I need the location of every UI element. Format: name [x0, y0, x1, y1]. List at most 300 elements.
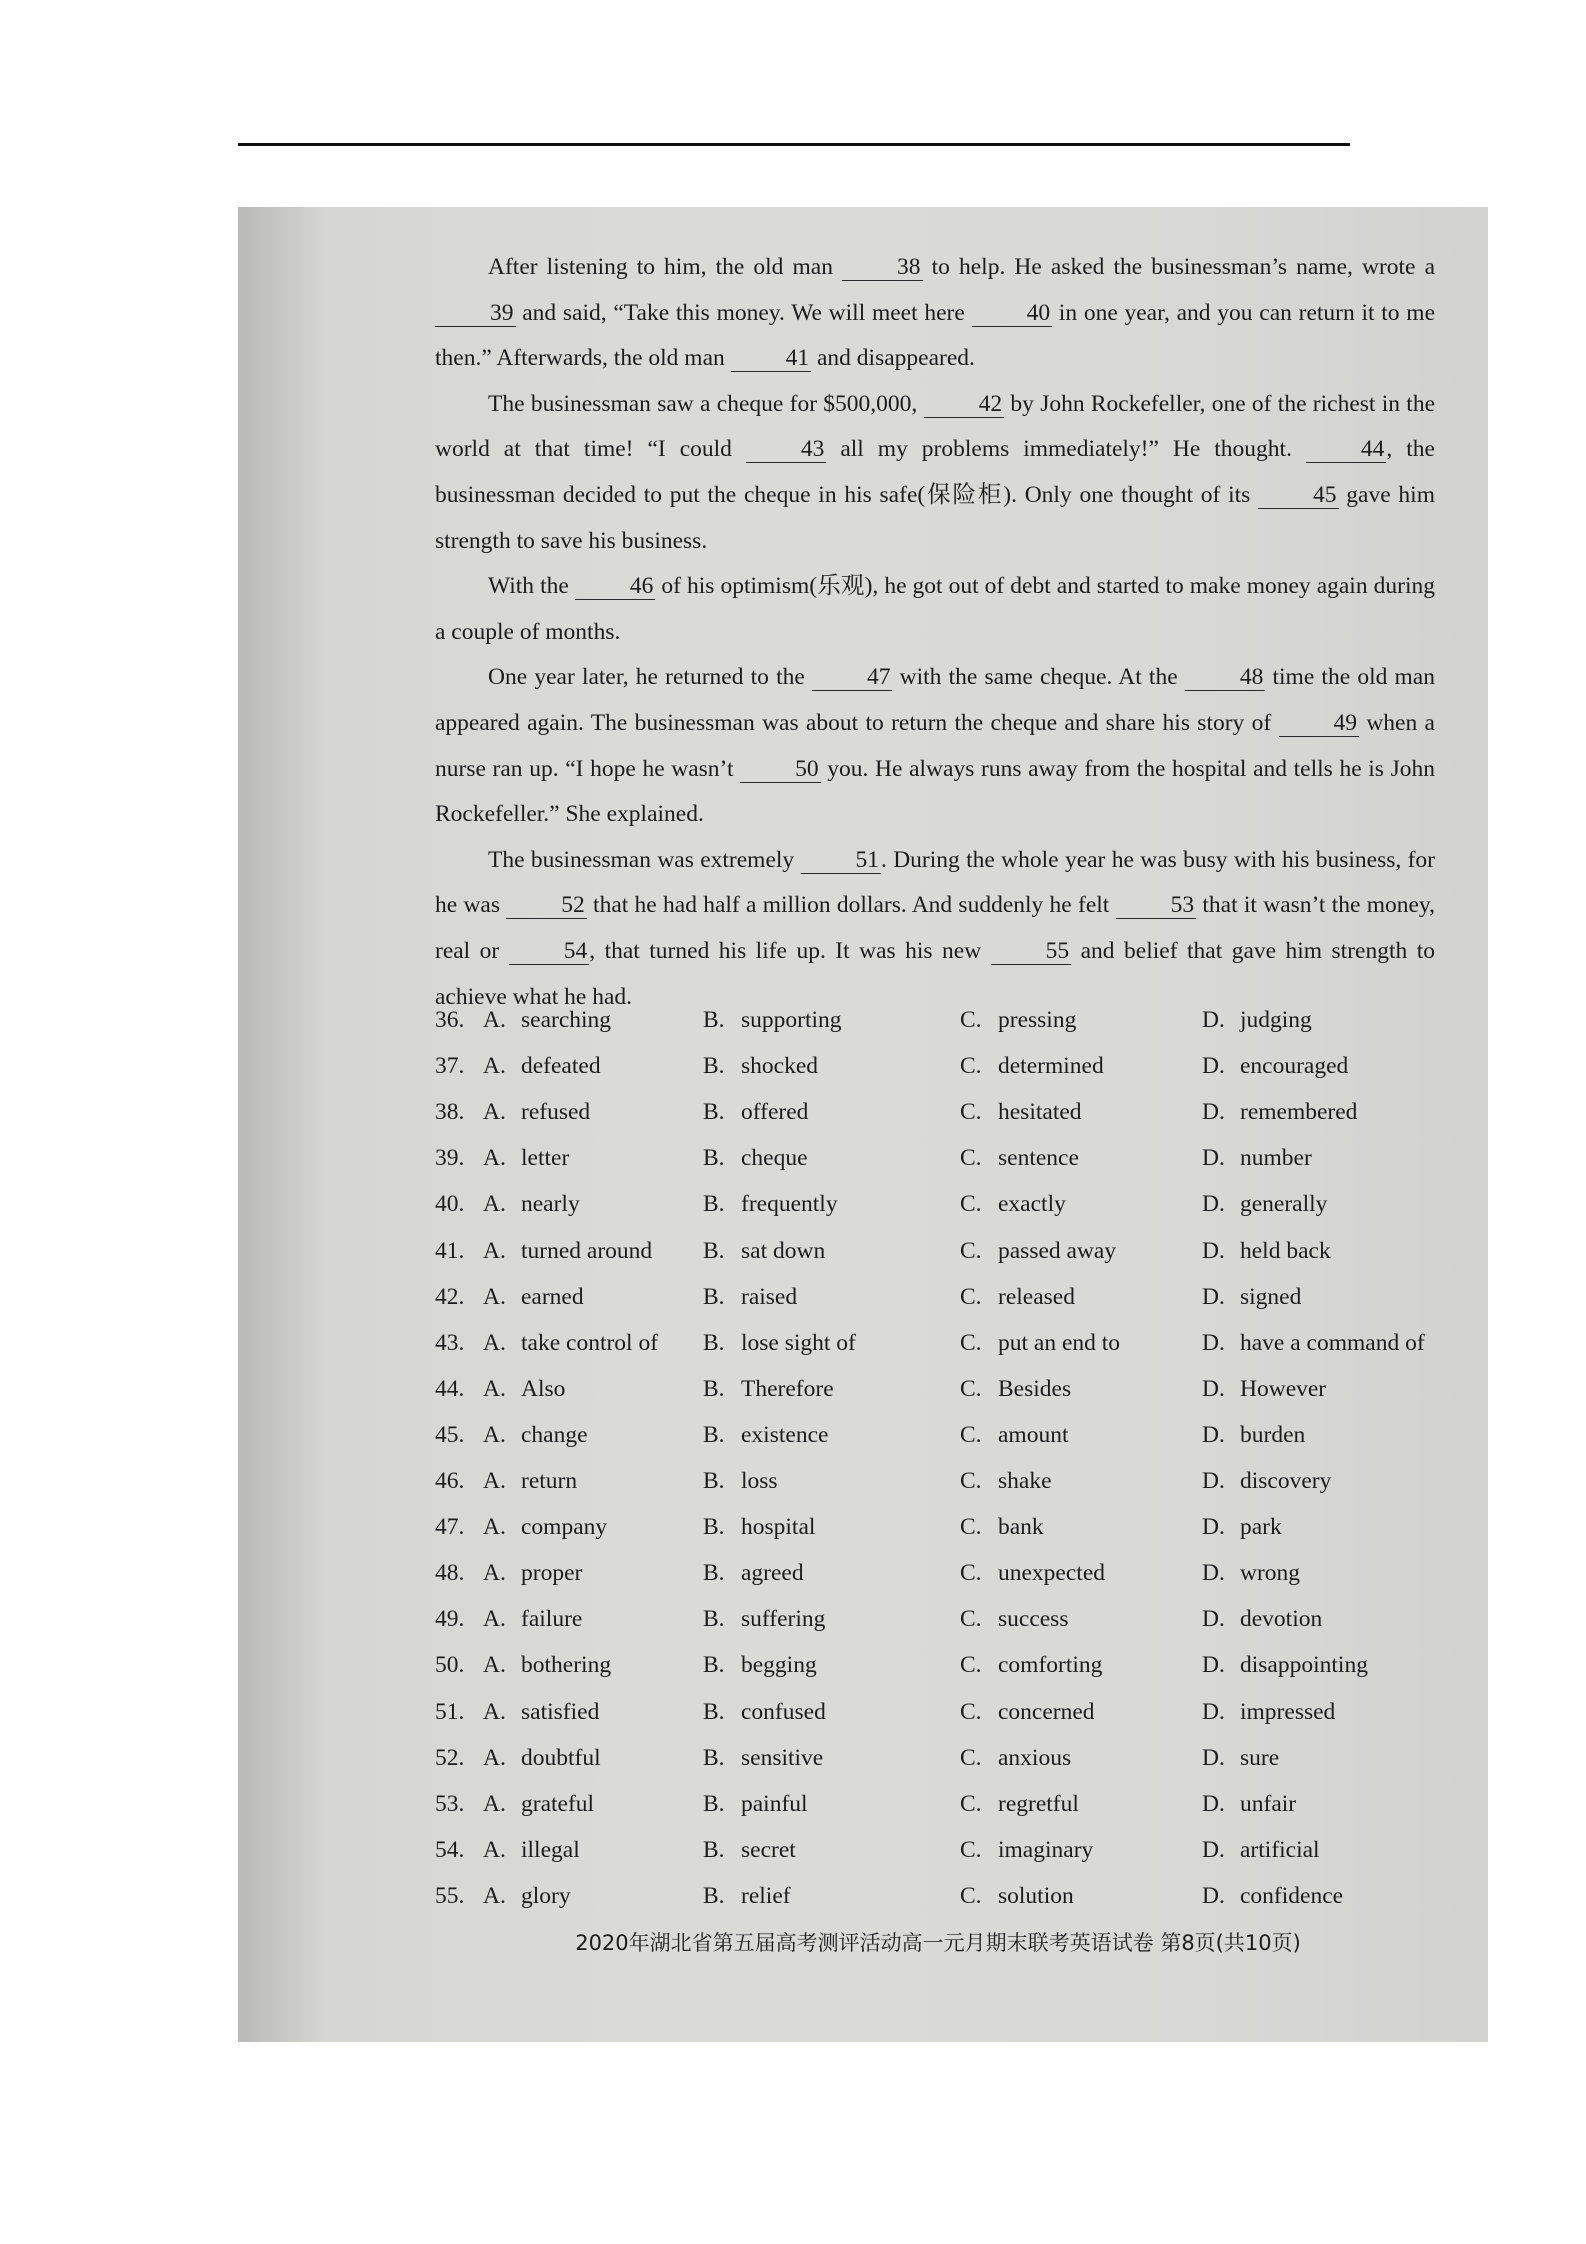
option-text: solution	[998, 1882, 1074, 1909]
option-c	[960, 1596, 1068, 1642]
option-c	[960, 1320, 1120, 1366]
option-d	[1202, 1274, 1301, 1320]
option-text: sure	[1240, 1744, 1280, 1771]
question-row	[435, 1135, 1445, 1181]
option-text: confused	[741, 1698, 826, 1725]
option-c	[960, 1504, 1044, 1550]
option-letter: A.	[483, 1375, 506, 1402]
option-letter: D.	[1202, 1145, 1225, 1172]
option-d	[1202, 1873, 1343, 1919]
answer-blank: 39	[435, 300, 516, 327]
option-text: suffering	[741, 1606, 826, 1633]
answer-blank: 41	[731, 345, 812, 372]
option-text: regretful	[998, 1790, 1079, 1817]
option-text: raised	[741, 1283, 798, 1310]
option-a	[483, 1043, 601, 1089]
option-b	[703, 1873, 791, 1919]
option-letter: A.	[483, 1698, 506, 1725]
option-b	[703, 997, 842, 1043]
option-c	[960, 1135, 1079, 1181]
option-text: impressed	[1240, 1698, 1336, 1725]
question-row	[435, 1458, 1445, 1504]
option-text: success	[998, 1606, 1069, 1633]
option-letter: C.	[960, 1191, 982, 1218]
option-text: number	[1240, 1145, 1312, 1172]
option-b	[703, 1135, 808, 1181]
option-letter: D.	[1202, 1329, 1225, 1356]
question-row	[435, 1412, 1445, 1458]
option-c	[960, 997, 1076, 1043]
option-letter: B.	[703, 1007, 725, 1033]
option-letter: B.	[703, 1375, 725, 1402]
question-row	[435, 1228, 1445, 1274]
question-number: 49.	[435, 1606, 465, 1633]
option-b	[703, 1412, 828, 1458]
option-letter: D.	[1202, 1237, 1225, 1264]
option-text: change	[521, 1421, 588, 1448]
option-text: shocked	[741, 1053, 819, 1080]
page-footer: 2020年湖北省第五届高考测评活动高一元月期末联考英语试卷 第8页(共10页)	[575, 1931, 1301, 1955]
option-text: begging	[741, 1652, 817, 1679]
option-text: disappointing	[1240, 1652, 1368, 1679]
passage-text: The businessman was extremely	[488, 846, 801, 873]
passage-text: and belief that gave him strength to achieve what he had.	[435, 937, 1435, 1010]
option-letter: D.	[1202, 1099, 1225, 1126]
option-c	[960, 1274, 1075, 1320]
option-letter: A.	[483, 1145, 506, 1172]
question-row	[435, 1642, 1445, 1688]
passage-paragraph	[435, 655, 1435, 837]
option-a	[483, 1781, 594, 1827]
option-text: Also	[521, 1375, 566, 1402]
option-text: put an end to	[998, 1329, 1121, 1356]
question-number: 45.	[435, 1421, 465, 1448]
option-c	[960, 1781, 1079, 1827]
option-letter: A.	[483, 1191, 506, 1218]
option-text: loss	[741, 1468, 778, 1494]
option-letter: D.	[1202, 1882, 1225, 1909]
option-text: park	[1240, 1514, 1282, 1541]
option-a	[483, 1642, 611, 1688]
option-text: exactly	[998, 1191, 1066, 1218]
option-b	[703, 1228, 825, 1274]
passage-text: , the businessman decided to put the cheque in his safe(保险柜). Only one thought of its	[435, 436, 1435, 508]
option-b	[703, 1735, 823, 1781]
passage-text: and disappeared.	[811, 345, 975, 372]
option-letter: C.	[960, 1652, 982, 1679]
option-letter: A.	[483, 1744, 506, 1771]
option-d	[1202, 1504, 1282, 1550]
option-a	[483, 1735, 601, 1781]
option-d	[1202, 997, 1312, 1043]
option-c	[960, 1689, 1095, 1735]
question-number: 38.	[435, 1099, 465, 1126]
option-letter: B.	[703, 1283, 725, 1310]
option-c	[960, 1228, 1116, 1274]
option-text: frequently	[741, 1191, 838, 1218]
option-text: wrong	[1240, 1560, 1301, 1587]
option-letter: C.	[960, 1421, 982, 1448]
option-text: letter	[521, 1145, 570, 1172]
option-letter: D.	[1202, 1283, 1225, 1310]
option-d	[1202, 1366, 1326, 1412]
option-c	[960, 1089, 1082, 1135]
option-text: burden	[1240, 1421, 1306, 1448]
question-row	[435, 1735, 1445, 1781]
option-letter: A.	[483, 1468, 506, 1494]
answer-blank: 40	[972, 300, 1053, 327]
passage-paragraph	[435, 382, 1435, 564]
option-text: concerned	[998, 1698, 1095, 1725]
passage-paragraph	[435, 564, 1435, 655]
passage-text: and said, “Take this money. We will meet here	[515, 299, 972, 326]
answer-blank: 50	[740, 756, 821, 783]
passage-text: you. He always runs away from the hospital and tells he is John Rockefeller.” She explained.	[435, 755, 1435, 828]
question-number: 54.	[435, 1836, 465, 1863]
option-text: return	[521, 1468, 578, 1494]
question-row	[435, 1504, 1445, 1550]
option-b	[703, 1274, 797, 1320]
option-a	[483, 1550, 582, 1596]
option-b	[703, 1504, 815, 1550]
question-row	[435, 1366, 1445, 1412]
option-d	[1202, 1412, 1305, 1458]
option-text: anxious	[998, 1744, 1072, 1771]
option-letter: B.	[703, 1560, 725, 1587]
option-letter: A.	[483, 1099, 506, 1126]
option-letter: B.	[703, 1099, 725, 1126]
option-letter: D.	[1202, 1698, 1225, 1725]
header-rule	[238, 143, 1350, 146]
option-text: shake	[998, 1468, 1052, 1494]
exam-page-photo	[238, 207, 1488, 2042]
answer-blank: 49	[1279, 710, 1360, 737]
answer-blank: 55	[991, 938, 1072, 965]
option-text: unexpected	[998, 1560, 1106, 1587]
answer-blank: 51	[801, 847, 882, 874]
option-text: glory	[521, 1882, 571, 1909]
option-d	[1202, 1781, 1296, 1827]
option-letter: B.	[703, 1790, 725, 1817]
question-row	[435, 1873, 1445, 1919]
option-letter: D.	[1202, 1007, 1225, 1033]
option-letter: A.	[483, 1606, 506, 1633]
passage-text: gave him strength to save his business.	[435, 481, 1435, 554]
question-number: 48.	[435, 1560, 465, 1587]
option-text: grateful	[521, 1790, 595, 1817]
option-a	[483, 1274, 584, 1320]
option-text: relief	[741, 1882, 791, 1909]
option-letter: A.	[483, 1237, 506, 1264]
option-c	[960, 1827, 1093, 1873]
option-text: passed away	[998, 1237, 1117, 1264]
option-text: determined	[998, 1053, 1104, 1080]
option-text: have a command of	[1240, 1329, 1425, 1356]
option-b	[703, 1320, 856, 1366]
option-letter: B.	[703, 1744, 725, 1771]
option-letter: C.	[960, 1514, 982, 1541]
question-number: 52.	[435, 1744, 465, 1771]
question-number: 39.	[435, 1145, 465, 1172]
option-a	[483, 1320, 658, 1366]
option-a	[483, 1458, 577, 1504]
option-letter: C.	[960, 1882, 982, 1909]
option-letter: C.	[960, 1099, 982, 1126]
question-number: 47.	[435, 1514, 465, 1541]
option-letter: C.	[960, 1606, 982, 1633]
option-text: existence	[741, 1421, 829, 1448]
option-text: hesitated	[998, 1099, 1082, 1126]
question-number: 53.	[435, 1790, 465, 1817]
option-a	[483, 1873, 571, 1919]
option-a	[483, 1135, 569, 1181]
passage-text: to help. He asked the businessman’s name, wrote a	[922, 254, 1435, 280]
option-c	[960, 1043, 1104, 1089]
option-text: offered	[741, 1099, 809, 1126]
option-letter: A.	[483, 1560, 506, 1587]
option-b	[703, 1781, 808, 1827]
passage-text: With the	[488, 573, 575, 600]
option-letter: A.	[483, 1283, 506, 1310]
option-letter: D.	[1202, 1652, 1225, 1679]
option-letter: C.	[960, 1053, 982, 1080]
option-d	[1202, 1320, 1425, 1366]
question-number: 50.	[435, 1652, 465, 1679]
option-letter: D.	[1202, 1421, 1225, 1448]
option-letter: B.	[703, 1421, 725, 1448]
option-text: remembered	[1240, 1099, 1358, 1126]
option-a	[483, 1181, 580, 1227]
option-text: refused	[521, 1099, 591, 1126]
answer-blank: 43	[746, 436, 827, 463]
passage-text: when a nurse ran up. “I hope he wasn’t	[435, 709, 1435, 782]
option-text: failure	[521, 1606, 583, 1633]
option-text: cheque	[741, 1145, 808, 1172]
option-text: sat down	[741, 1237, 826, 1264]
option-d	[1202, 1550, 1300, 1596]
option-letter: A.	[483, 1329, 506, 1356]
option-c	[960, 1458, 1052, 1504]
option-letter: D.	[1202, 1375, 1225, 1402]
passage-text: One year later, he returned to the	[488, 664, 812, 691]
option-letter: B.	[703, 1191, 725, 1218]
passage-text: of his optimism(乐观), he got out of debt and started to make money again during a couple of months.	[435, 573, 1435, 645]
option-text: take control of	[521, 1329, 659, 1356]
option-letter: A.	[483, 1882, 506, 1909]
question-number: 40.	[435, 1191, 465, 1218]
option-text: Therefore	[741, 1375, 834, 1402]
option-letter: C.	[960, 1836, 982, 1863]
question-row	[435, 1320, 1445, 1366]
option-text: supporting	[741, 1007, 842, 1033]
answer-blank: 45	[1258, 482, 1339, 509]
option-c	[960, 1550, 1105, 1596]
option-b	[703, 1827, 796, 1873]
option-text: company	[521, 1514, 608, 1541]
option-letter: D.	[1202, 1790, 1225, 1817]
option-text: comforting	[998, 1652, 1103, 1679]
option-b	[703, 1642, 817, 1688]
option-text: discovery	[1240, 1468, 1332, 1494]
answer-blank: 38	[842, 254, 923, 281]
question-row	[435, 1089, 1445, 1135]
cloze-passage	[435, 245, 1435, 1020]
option-a	[483, 1689, 599, 1735]
option-letter: D.	[1202, 1560, 1225, 1587]
option-text: proper	[521, 1560, 583, 1587]
option-a	[483, 1366, 565, 1412]
answer-blank: 46	[575, 573, 656, 600]
option-text: devotion	[1240, 1606, 1323, 1633]
option-letter: A.	[483, 1007, 506, 1033]
question-number: 36.	[435, 1007, 465, 1033]
option-letter: B.	[703, 1468, 725, 1494]
option-a	[483, 1089, 590, 1135]
option-c	[960, 1412, 1069, 1458]
option-letter: D.	[1202, 1468, 1225, 1494]
option-letter: C.	[960, 1237, 982, 1264]
option-a	[483, 1827, 580, 1873]
option-d	[1202, 1596, 1322, 1642]
question-row	[435, 1274, 1445, 1320]
question-row	[435, 1043, 1445, 1089]
option-d	[1202, 1089, 1357, 1135]
option-text: sentence	[998, 1145, 1079, 1172]
passage-text: that he had half a million dollars. And suddenly he felt	[586, 892, 1116, 919]
option-text: judging	[1240, 1007, 1312, 1033]
option-b	[703, 1550, 804, 1596]
passage-text: . During the whole year he was busy with his business, for he was	[435, 846, 1435, 919]
option-letter: D.	[1202, 1191, 1225, 1218]
answer-blank: 42	[924, 391, 1005, 418]
question-row	[435, 997, 1445, 1043]
question-row	[435, 1689, 1445, 1735]
option-letter: C.	[960, 1790, 982, 1817]
option-text: hospital	[741, 1514, 816, 1541]
option-text: imaginary	[998, 1836, 1094, 1863]
option-c	[960, 1181, 1066, 1227]
passage-paragraph	[435, 245, 1435, 382]
question-number: 51.	[435, 1698, 465, 1725]
option-letter: A.	[483, 1836, 506, 1863]
question-row	[435, 1550, 1445, 1596]
passage-text: with the same cheque. At the	[892, 664, 1185, 691]
option-d	[1202, 1689, 1335, 1735]
question-number: 41.	[435, 1237, 465, 1264]
question-number: 44.	[435, 1375, 465, 1402]
option-text: doubtful	[521, 1744, 601, 1771]
option-a	[483, 1412, 588, 1458]
option-text: turned around	[521, 1237, 653, 1264]
answer-blank: 47	[812, 664, 893, 691]
option-text: pressing	[998, 1007, 1077, 1033]
option-letter: C.	[960, 1560, 982, 1587]
answer-blank: 48	[1185, 664, 1266, 691]
option-text: sensitive	[741, 1744, 824, 1771]
option-b	[703, 1596, 825, 1642]
option-text: unfair	[1240, 1790, 1297, 1817]
option-letter: C.	[960, 1375, 982, 1402]
option-text: However	[1240, 1375, 1327, 1402]
option-text: satisfied	[521, 1698, 600, 1725]
answer-blank: 53	[1116, 892, 1197, 919]
question-number: 46.	[435, 1468, 465, 1494]
option-letter: B.	[703, 1329, 725, 1356]
question-number: 55.	[435, 1882, 465, 1909]
option-letter: B.	[703, 1514, 725, 1541]
option-text: confidence	[1240, 1882, 1344, 1909]
passage-text: After listening to him, the old man	[488, 254, 843, 280]
question-number: 42.	[435, 1283, 465, 1310]
passage-text: that it wasn’t the money, real or	[435, 892, 1436, 964]
passage-text: by John Rockefeller, one of the richest in the world at that time! “I could	[435, 390, 1436, 463]
question-row	[435, 1181, 1445, 1227]
question-row	[435, 1781, 1445, 1827]
option-c	[960, 1735, 1071, 1781]
option-d	[1202, 1642, 1368, 1688]
option-b	[703, 1181, 838, 1227]
question-row	[435, 1596, 1445, 1642]
option-text: nearly	[521, 1191, 580, 1218]
option-a	[483, 1228, 652, 1274]
option-c	[960, 1642, 1102, 1688]
option-text: defeated	[521, 1053, 601, 1080]
option-letter: C.	[960, 1283, 982, 1310]
option-letter: A.	[483, 1652, 506, 1679]
passage-text: in one year, and you can return it to me then.” Afterwards, the old man	[435, 299, 1435, 372]
option-text: artificial	[1240, 1836, 1320, 1863]
option-d	[1202, 1181, 1327, 1227]
option-letter: D.	[1202, 1514, 1225, 1541]
option-text: bank	[998, 1514, 1044, 1541]
option-letter: C.	[960, 1698, 982, 1725]
answer-blank: 52	[506, 892, 587, 919]
passage-text: The businessman saw a cheque for $500,000,	[488, 390, 924, 417]
answer-blank: 44	[1306, 436, 1387, 463]
option-text: painful	[741, 1790, 808, 1817]
question-number: 43.	[435, 1329, 465, 1356]
option-b	[703, 1366, 834, 1412]
option-letter: B.	[703, 1652, 725, 1679]
option-text: illegal	[521, 1836, 580, 1863]
option-letter: A.	[483, 1421, 506, 1448]
option-b	[703, 1689, 826, 1735]
option-letter: C.	[960, 1007, 982, 1033]
option-c	[960, 1873, 1074, 1919]
option-text: encouraged	[1240, 1053, 1349, 1080]
option-letter: B.	[703, 1698, 725, 1725]
option-letter: B.	[703, 1053, 725, 1080]
option-c	[960, 1366, 1071, 1412]
option-letter: D.	[1202, 1836, 1225, 1863]
option-text: secret	[741, 1836, 796, 1863]
passage-paragraph	[435, 838, 1435, 1020]
option-text: earned	[521, 1283, 584, 1310]
option-text: Besides	[998, 1375, 1072, 1402]
question-number: 37.	[435, 1053, 465, 1080]
option-letter: D.	[1202, 1053, 1225, 1080]
option-text: searching	[521, 1007, 612, 1033]
option-d	[1202, 1827, 1320, 1873]
question-row	[435, 1827, 1445, 1873]
option-letter: B.	[703, 1145, 725, 1172]
option-a	[483, 1596, 582, 1642]
option-letter: C.	[960, 1329, 982, 1356]
option-text: agreed	[741, 1560, 804, 1587]
option-text: released	[998, 1283, 1075, 1310]
option-d	[1202, 1735, 1279, 1781]
option-text: generally	[1240, 1191, 1328, 1218]
